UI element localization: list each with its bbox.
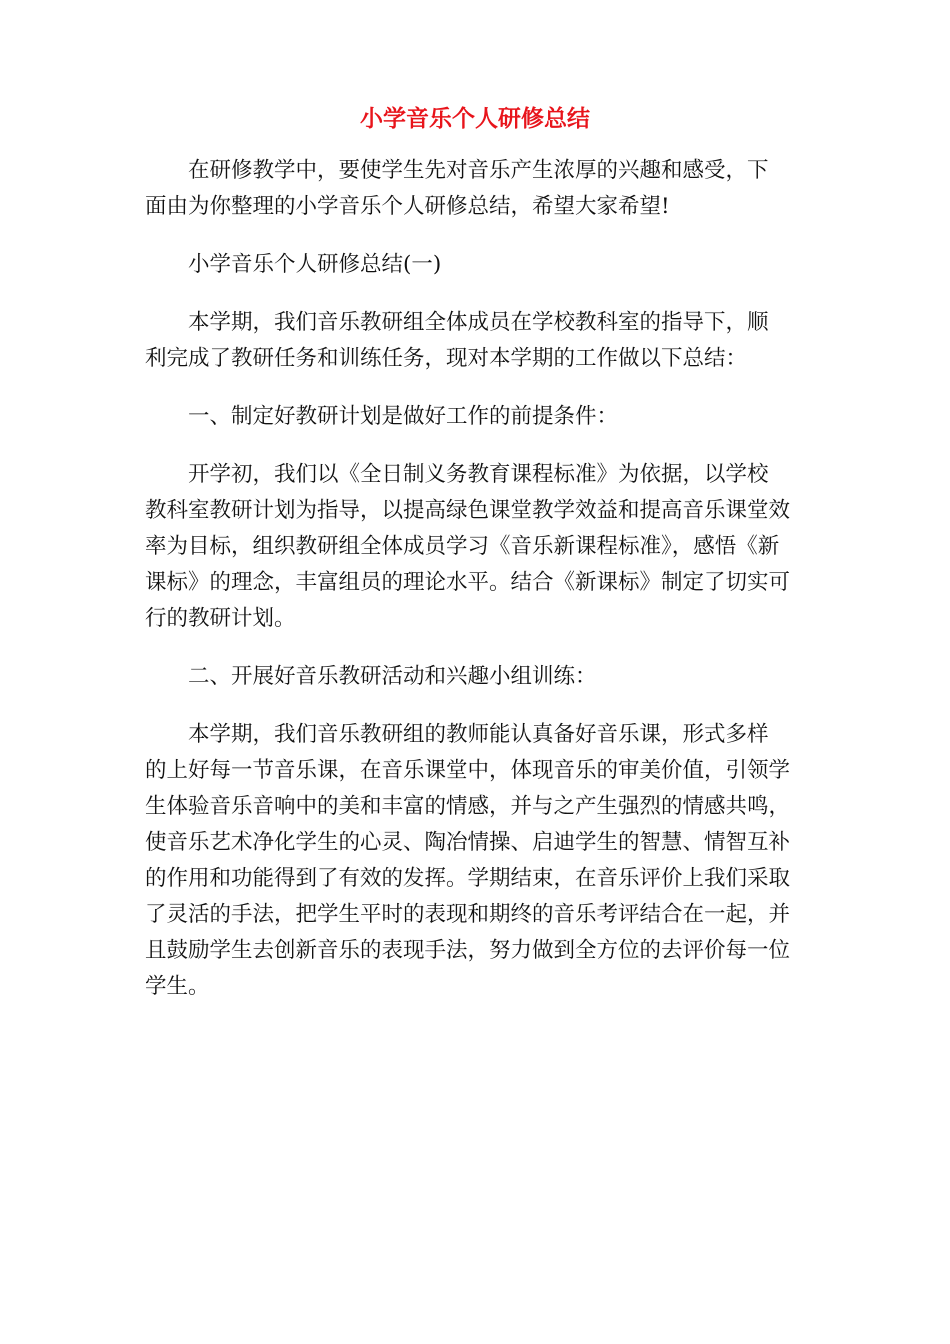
section-heading: [145, 399, 817, 435]
paragraph: [145, 305, 817, 377]
text-line: 的作用和功能得到了有效的发挥。学期结束，在音乐评价上我们采取: [145, 866, 791, 891]
text-line: 本学期，我们音乐教研组全体成员在学校教科室的指导下，顺: [188, 310, 769, 335]
text-line: 二、开展好音乐教研活动和兴趣小组训练：: [188, 664, 597, 689]
paragraph: [145, 717, 817, 1005]
text-line: 小学音乐个人研修总结(一): [188, 252, 442, 277]
text-line: 在研修教学中，要使学生先对音乐产生浓厚的兴趣和感受，下: [188, 158, 769, 183]
section-heading: [145, 247, 817, 283]
text-line: 开学初，我们以《全日制义务教育课程标准》为依据，以学校: [188, 462, 769, 487]
text-line: 学生。: [145, 974, 210, 999]
text-line: 的上好每一节音乐课，在音乐课堂中，体现音乐的审美价值，引领学: [145, 758, 791, 783]
paragraph: [145, 457, 817, 637]
text-line: 率为目标，组织教研组全体成员学习《音乐新课程标准》，感悟《新: [145, 534, 780, 559]
text-line: 了灵活的手法，把学生平时的表现和期终的音乐考评结合在一起，并: [145, 902, 791, 927]
document-title: 小学音乐个人研修总结: [360, 105, 590, 132]
text-line: 面由为你整理的小学音乐个人研修总结，希望大家希望!: [145, 194, 670, 219]
text-line: 利完成了教研任务和训练任务，现对本学期的工作做以下总结：: [145, 346, 748, 371]
section-heading: [145, 659, 817, 695]
text-line: 课标》的理念，丰富组员的理论水平。结合《新课标》制定了切实可: [145, 570, 791, 595]
text-line: 一、制定好教研计划是做好工作的前提条件：: [188, 404, 619, 429]
text-line: 教科室教研计划为指导，以提高绿色课堂教学效益和提高音乐课堂效: [145, 498, 791, 523]
document-body: [145, 153, 817, 1027]
paragraph-intro: [145, 153, 817, 225]
text-line: 且鼓励学生去创新音乐的表现手法，努力做到全方位的去评价每一位: [145, 938, 791, 963]
text-line: 行的教研计划。: [145, 606, 296, 631]
text-line: 本学期，我们音乐教研组的教师能认真备好音乐课，形式多样: [188, 722, 769, 747]
text-line: 使音乐艺术净化学生的心灵、陶冶情操、启迪学生的智慧、情智互补: [145, 830, 791, 855]
text-line: 生体验音乐音响中的美和丰富的情感，并与之产生强烈的情感共鸣，: [145, 794, 791, 819]
